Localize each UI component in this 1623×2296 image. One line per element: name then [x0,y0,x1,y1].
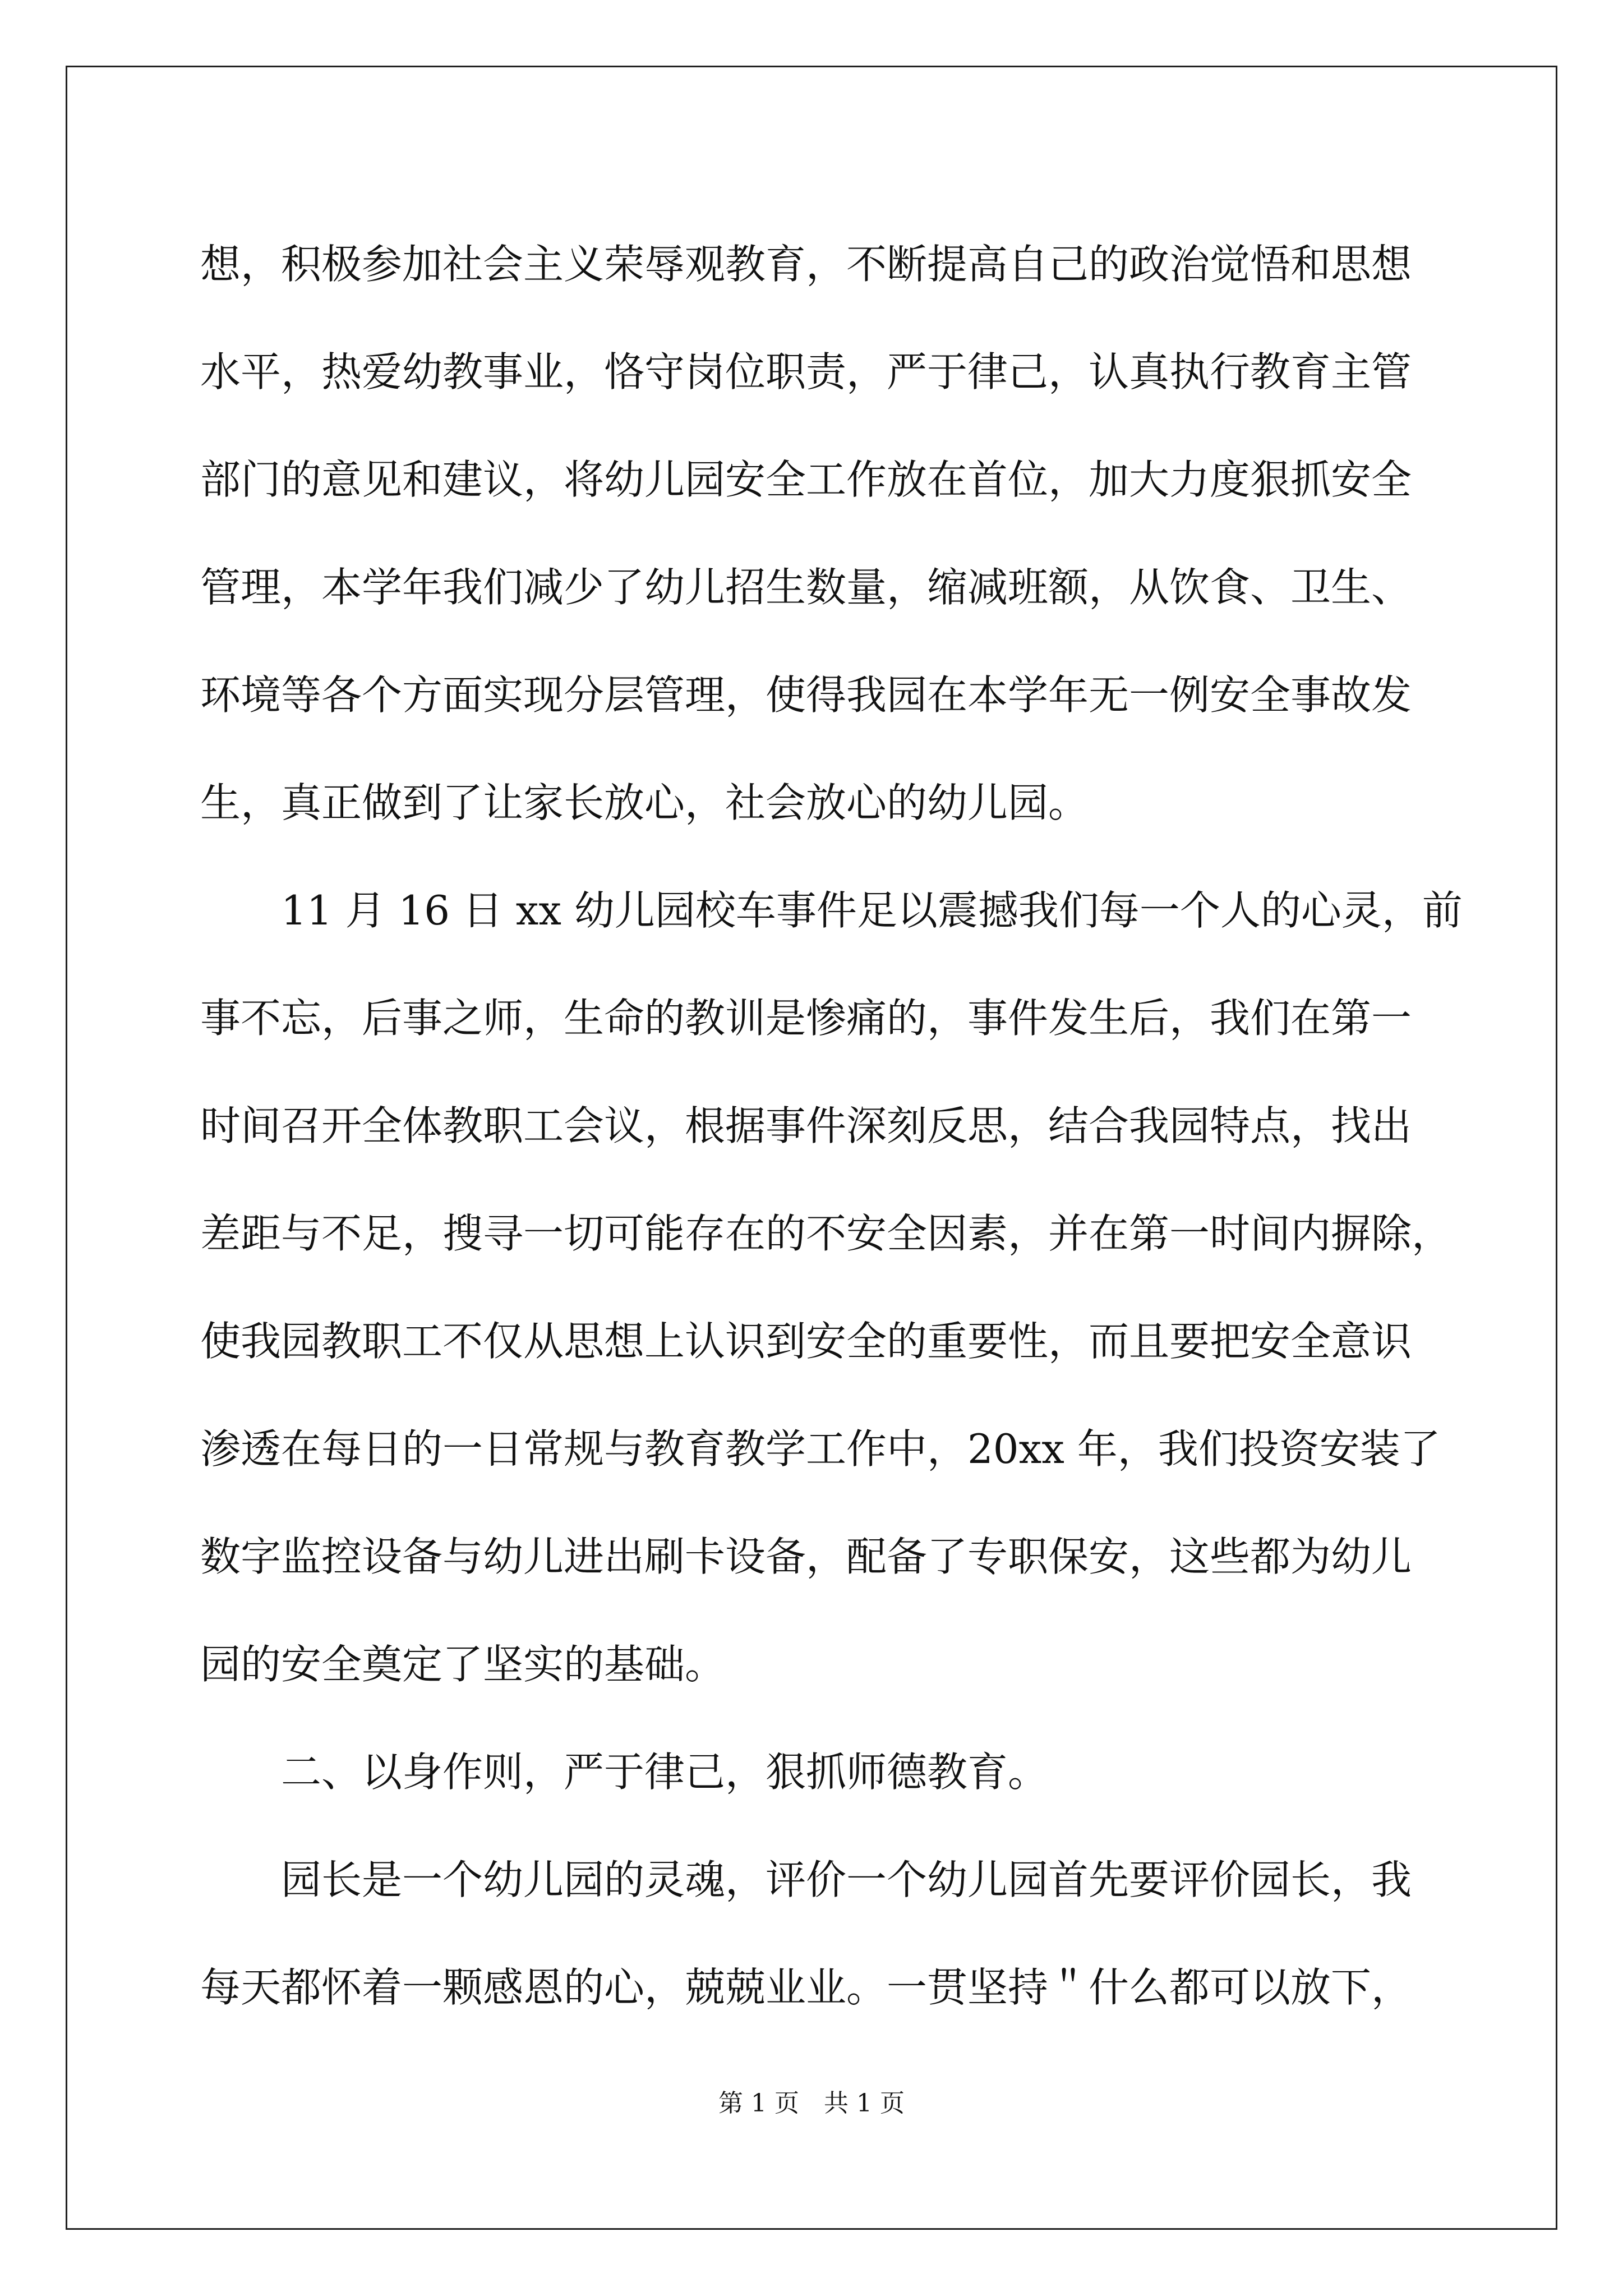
section-heading [200,1718,1440,1826]
text-line: 生，真正做到了让家长放心，社会放心的幼儿园。 [200,779,1089,826]
text-line: 部门的意见和建议，将幼儿园安全工作放在首位，加大力度狠抓安全 [200,456,1412,503]
text-line: 园的安全奠定了坚实的基础。 [200,1641,726,1688]
text-line: 11 月 16 日 xx 幼儿园校车事件足以震撼我们每一个人的心灵，前 [281,887,1463,934]
text-line: 渗透在每日的一日常规与教育教学工作中，20xx 年，我们投资安装了 [200,1425,1441,1473]
text-line: 二、以身作则，严于律己，狠抓师德教育。 [281,1749,1049,1796]
page-number: 第 1 页 [718,2089,799,2118]
text-line: 使我园教职工不仅从思想上认识到安全的重要性，而且要把安全意识 [200,1318,1412,1365]
text-line: 差距与不足，搜寻一切可能存在的不安全因素，并在第一时间内摒除， [200,1210,1453,1257]
paragraph [200,857,1463,1718]
document-body [200,210,1463,2041]
text-line: 环境等各个方面实现分层管理，使得我园在本学年无一例安全事故发 [200,671,1412,719]
text-line: 水平，热爱幼教事业，恪守岗位职责，严于律己，认真执行教育主管 [200,348,1412,395]
text-line: 想，积极参加社会主义荣辱观教育，不断提高自己的政治觉悟和思想 [200,241,1412,288]
text-line: 管理，本学年我们减少了幼儿招生数量，缩减班额，从饮食、卫生、 [200,564,1412,611]
text-line: 每天都怀着一颗感恩的心，兢兢业业。一贯坚持＂什么都可以放下， [200,1964,1412,2011]
paragraph [200,1826,1440,2041]
paragraph [200,210,1440,857]
text-line: 数字监控设备与幼儿进出刷卡设备，配备了专职保安，这些都为幼儿 [200,1533,1412,1580]
text-line: 事不忘，后事之师，生命的教训是惨痛的，事件发生后，我们在第一 [200,995,1412,1042]
page-footer [0,2087,1623,2120]
text-line: 园长是一个幼儿园的灵魂，评价一个幼儿园首先要评价园长，我 [281,1856,1412,1903]
page-total: 共 1 页 [824,2089,905,2118]
text-line: 时间召开全体教职工会议，根据事件深刻反思，结合我园特点，找出 [200,1102,1412,1149]
